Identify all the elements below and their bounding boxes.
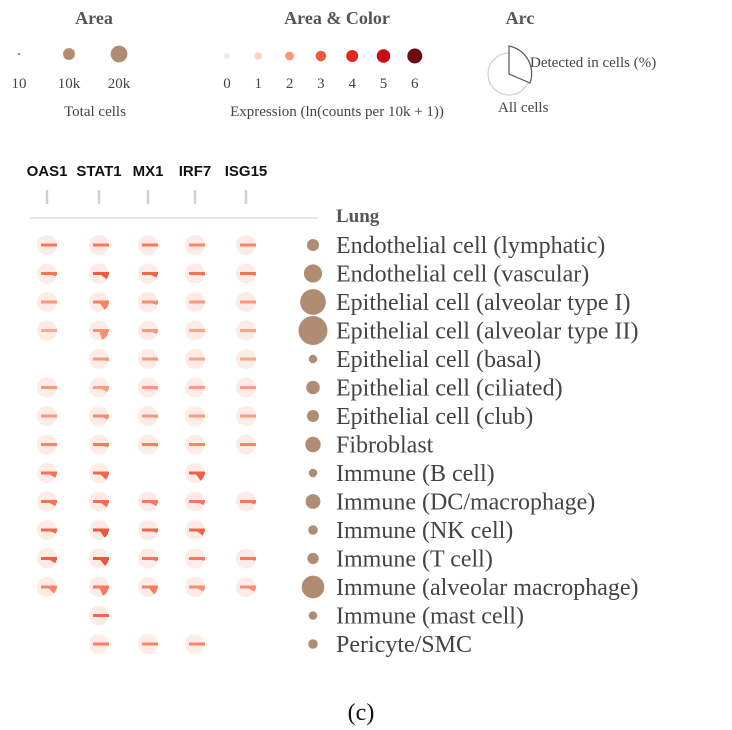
cell-bar-epithelial-cell-alveolar-type-i-mx1	[142, 301, 158, 304]
cell-bar-epithelial-cell-basal-irf7	[189, 358, 205, 361]
cell-bar-endothelial-cell-lymphatic-isg15	[240, 244, 256, 247]
cell-bar-immune-b-cell-stat1	[93, 472, 109, 475]
row-label-immune-b-cell: Immune (B cell)	[336, 461, 495, 487]
row-label-immune-alveolar-macrophage: Immune (alveolar macrophage)	[336, 575, 639, 601]
cell-bar-fibroblast-irf7	[189, 443, 205, 446]
legend-color-labels	[223, 76, 419, 92]
legend-color-dot-5	[377, 49, 391, 63]
cell-bar-immune-alveolar-macrophage-oas1	[41, 586, 57, 589]
legend-area	[12, 8, 131, 120]
cell-bar-epithelial-cell-basal-isg15	[240, 358, 256, 361]
legend-color-label-3: 3	[317, 76, 325, 92]
cell-bar-fibroblast-oas1	[41, 443, 57, 446]
gene-ticks	[47, 190, 246, 204]
cell-bar-immune-mast-cell-stat1	[93, 614, 109, 617]
row-label-epithelial-cell-club: Epithelial cell (club)	[336, 404, 534, 430]
cell-bar-epithelial-cell-alveolar-type-i-irf7	[189, 301, 205, 304]
row-total-dot-immune-alveolar-macrophage	[302, 576, 325, 599]
legend-color-label-5: 5	[379, 76, 388, 92]
legend-area-dot-1	[63, 48, 75, 60]
legend-area-caption: Total cells	[64, 104, 126, 120]
cell-bar-epithelial-cell-basal-mx1	[142, 358, 158, 361]
row-label-immune-dc-macrophage: Immune (DC/macrophage)	[336, 489, 596, 516]
cell-bar-fibroblast-isg15	[240, 443, 256, 446]
cell-bar-epithelial-cell-alveolar-type-ii-mx1	[142, 329, 158, 332]
cell-bar-immune-dc-macrophage-mx1	[142, 500, 158, 503]
legend-arc-wedge	[509, 46, 532, 83]
row-total-dot-immune-nk-cell	[308, 525, 318, 535]
legend-area-title: Area	[75, 8, 113, 28]
row-total-dot-immune-dc-macrophage	[306, 494, 321, 509]
cell-bar-epithelial-cell-alveolar-type-ii-oas1	[41, 329, 57, 332]
legend-color-label-0: 0	[223, 76, 231, 92]
gene-header-mx1: MX1	[132, 163, 164, 180]
legend-color-dot-6	[407, 49, 422, 64]
cell-bar-endothelial-cell-vascular-stat1	[93, 272, 109, 275]
cell-bar-epithelial-cell-alveolar-type-i-oas1	[41, 301, 57, 304]
legend-color-dot-0	[224, 53, 230, 59]
legend-arc-detected-label: Detected in cells (%)	[530, 55, 657, 71]
row-total-dot-pericyte-smc	[308, 639, 318, 649]
row-label-epithelial-cell-basal: Epithelial cell (basal)	[336, 347, 542, 373]
cell-bar-endothelial-cell-lymphatic-stat1	[93, 244, 109, 247]
row-label-pericyte-smc: Pericyte/SMC	[336, 632, 472, 658]
cell-bar-epithelial-cell-club-isg15	[240, 415, 256, 418]
dot-matrix	[37, 235, 256, 654]
cell-bar-immune-nk-cell-stat1	[93, 529, 109, 532]
cell-bar-pericyte-smc-irf7	[189, 643, 205, 646]
legend-color-label-4: 4	[348, 76, 356, 92]
cell-bar-immune-alveolar-macrophage-stat1	[93, 586, 109, 589]
cell-bar-immune-dc-macrophage-isg15	[240, 500, 256, 503]
legend-area-label-0: 10	[11, 76, 27, 92]
cell-bar-epithelial-cell-basal-stat1	[93, 358, 109, 361]
cell-bar-endothelial-cell-lymphatic-oas1	[41, 244, 57, 247]
cell-bar-endothelial-cell-lymphatic-mx1	[142, 244, 158, 247]
cell-bar-immune-t-cell-stat1	[93, 557, 109, 560]
cell-bar-endothelial-cell-vascular-oas1	[41, 272, 57, 275]
cell-bar-endothelial-cell-vascular-mx1	[142, 272, 158, 275]
row-label-endothelial-cell-vascular: Endothelial cell (vascular)	[336, 261, 590, 288]
legend-color-dot-3	[316, 51, 327, 62]
legend-area-label-2: 20k	[107, 76, 131, 92]
cell-bar-immune-dc-macrophage-stat1	[93, 500, 109, 503]
cell-bar-epithelial-cell-ciliated-isg15	[240, 386, 256, 389]
cell-bar-immune-dc-macrophage-irf7	[189, 500, 205, 503]
cell-bar-epithelial-cell-alveolar-type-ii-irf7	[189, 329, 205, 332]
legend-area-label-1: 10k	[57, 76, 81, 92]
cell-bar-immune-nk-cell-mx1	[142, 529, 158, 532]
cell-bar-immune-t-cell-isg15	[240, 557, 256, 560]
legend-color-label-1: 1	[254, 76, 263, 92]
cell-bar-endothelial-cell-vascular-isg15	[240, 272, 256, 275]
cell-bar-epithelial-cell-alveolar-type-ii-stat1	[93, 329, 109, 332]
legend-arc-title: Arc	[505, 8, 535, 28]
cell-bar-epithelial-cell-club-stat1	[93, 415, 109, 418]
legend-area-color	[223, 8, 444, 120]
row-label-immune-mast-cell: Immune (mast cell)	[336, 603, 524, 630]
row-total-dot-epithelial-cell-club	[307, 410, 319, 422]
cell-bar-endothelial-cell-vascular-irf7	[189, 272, 205, 275]
cell-bar-pericyte-smc-mx1	[142, 643, 158, 646]
legend-arc-all-label: All cells	[498, 100, 549, 116]
row-total-dot-fibroblast	[305, 437, 320, 452]
cell-bar-immune-t-cell-oas1	[41, 557, 57, 560]
cell-bar-immune-nk-cell-irf7	[189, 529, 205, 532]
cell-bar-immune-b-cell-irf7	[189, 472, 205, 475]
cell-bar-endothelial-cell-lymphatic-irf7	[189, 244, 205, 247]
legend-arc	[488, 8, 656, 116]
legend-color-dot-1	[255, 52, 263, 60]
legend-area-dot-2	[111, 46, 128, 63]
gene-header-stat1: STAT1	[76, 163, 122, 180]
cell-bar-epithelial-cell-alveolar-type-ii-isg15	[240, 329, 256, 332]
row-total-dot-endothelial-cell-vascular	[304, 264, 322, 282]
row-label-epithelial-cell-ciliated: Epithelial cell (ciliated)	[336, 375, 563, 402]
cell-bar-pericyte-smc-stat1	[93, 643, 109, 646]
row-total-dot-epithelial-cell-alveolar-type-ii	[299, 316, 328, 345]
gene-headers	[27, 163, 268, 180]
cell-bar-epithelial-cell-ciliated-irf7	[189, 386, 205, 389]
row-total-dot-epithelial-cell-basal	[309, 355, 318, 364]
figure-caption: (c)	[347, 700, 375, 726]
cell-bar-fibroblast-stat1	[93, 443, 109, 446]
row-total-cell-dots	[299, 239, 328, 649]
cell-bar-immune-dc-macrophage-oas1	[41, 500, 57, 503]
legend-color-dot-2	[285, 52, 294, 61]
row-label-immune-t-cell: Immune (T cell)	[336, 546, 493, 573]
cell-bar-immune-alveolar-macrophage-isg15	[240, 586, 256, 589]
row-total-dot-immune-b-cell	[309, 469, 318, 478]
row-label-epithelial-cell-alveolar-type-ii: Epithelial cell (alveolar type II)	[336, 318, 639, 345]
row-labels	[336, 233, 639, 658]
row-label-fibroblast: Fibroblast	[336, 432, 434, 459]
cell-bar-immune-t-cell-mx1	[142, 557, 158, 560]
cell-bar-fibroblast-mx1	[142, 443, 158, 446]
row-label-immune-nk-cell: Immune (NK cell)	[336, 518, 514, 544]
legend-area-dots	[18, 46, 128, 63]
legend-color-dots	[224, 49, 422, 64]
row-total-dot-endothelial-cell-lymphatic	[307, 239, 319, 251]
row-total-dot-immune-mast-cell	[309, 611, 318, 620]
cell-bar-epithelial-cell-ciliated-mx1	[142, 386, 158, 389]
gene-header-irf7: IRF7	[178, 163, 212, 180]
cell-bar-immune-alveolar-macrophage-mx1	[142, 586, 158, 589]
row-total-dot-immune-t-cell	[307, 553, 318, 564]
cell-bar-immune-nk-cell-oas1	[41, 529, 57, 532]
cell-bar-epithelial-cell-club-oas1	[41, 415, 57, 418]
cell-bar-epithelial-cell-club-mx1	[142, 415, 158, 418]
cell-bar-immune-alveolar-macrophage-irf7	[189, 586, 205, 589]
cell-bar-immune-b-cell-oas1	[41, 472, 57, 475]
legend-color-dot-4	[346, 50, 358, 62]
row-label-epithelial-cell-alveolar-type-i: Epithelial cell (alveolar type I)	[336, 290, 631, 316]
row-total-dot-epithelial-cell-ciliated	[306, 381, 320, 395]
legend-area-dot-0	[18, 53, 20, 55]
legend-color-label-6: 6	[411, 76, 419, 92]
legend-color-label-2: 2	[285, 76, 294, 92]
cell-bar-epithelial-cell-alveolar-type-i-isg15	[240, 301, 256, 304]
cell-bar-epithelial-cell-ciliated-oas1	[41, 386, 57, 389]
cell-bar-epithelial-cell-club-irf7	[189, 415, 205, 418]
cell-bar-epithelial-cell-alveolar-type-i-stat1	[93, 301, 109, 304]
tissue-label: Lung	[336, 206, 380, 227]
gene-header-isg15: ISG15	[224, 163, 268, 180]
row-total-dot-epithelial-cell-alveolar-type-i	[300, 289, 326, 315]
row-label-endothelial-cell-lymphatic: Endothelial cell (lymphatic)	[336, 233, 606, 259]
cell-bar-immune-t-cell-irf7	[189, 557, 205, 560]
gene-header-oas1: OAS1	[26, 163, 68, 180]
legend-area-color-title: Area & Color	[284, 8, 390, 28]
legend-area-color-caption: Expression (ln(counts per 10k + 1))	[230, 104, 444, 120]
cell-bar-epithelial-cell-ciliated-stat1	[93, 386, 109, 389]
